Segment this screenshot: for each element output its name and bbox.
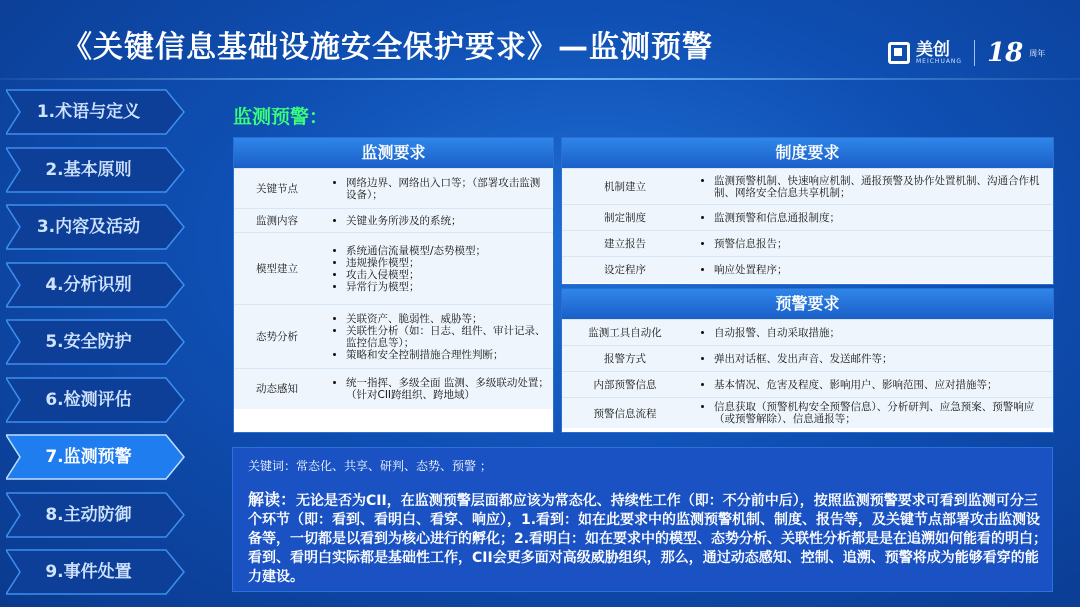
- bullet-list: [692, 175, 1049, 199]
- warning-requirements-panel: [561, 288, 1054, 433]
- interpretation-heading: 解读：: [248, 490, 297, 509]
- warning-requirements-table: [562, 319, 1053, 428]
- nav-item-label: 2.基本原则: [45, 159, 132, 180]
- bullet-list: [324, 313, 549, 361]
- bullet-list: [692, 238, 1049, 250]
- table-row: [234, 305, 553, 369]
- table-row: [234, 169, 553, 209]
- row-value: [688, 231, 1053, 257]
- row-value: [688, 372, 1053, 398]
- row-key: 机制建立: [562, 169, 688, 205]
- title-divider: [0, 78, 1080, 80]
- logo-brand: 美创: [916, 39, 950, 60]
- warning-requirements-title: 预警要求: [562, 289, 1053, 319]
- bullet-item: • 关联性分析（如：日志、组件、审计记录、监控信息等）；: [346, 325, 549, 349]
- nav-item-7[interactable]: [6, 433, 186, 481]
- system-requirements-table: [562, 168, 1053, 283]
- row-key: 模型建立: [234, 233, 320, 305]
- bullet-list: [324, 377, 549, 401]
- bullet-list: [692, 401, 1049, 425]
- bullet-item: • 弹出对话框、发出声音、发送邮件等；: [714, 353, 1049, 365]
- logo-mark-icon: [888, 42, 910, 64]
- table-row: [562, 205, 1053, 231]
- row-key: 制定制度: [562, 205, 688, 231]
- bullet-item: • 策略和安全控制措施合理性判断；: [346, 349, 549, 361]
- nav-item-label: 1.术语与定义: [36, 102, 141, 122]
- row-key: 监测工具自动化: [562, 320, 688, 346]
- monitor-requirements-table: [234, 168, 553, 409]
- nav-item-6[interactable]: [6, 376, 186, 424]
- row-key: 报警方式: [562, 346, 688, 372]
- row-value: [688, 398, 1053, 429]
- row-key: 关键节点: [234, 169, 320, 209]
- row-value: [688, 257, 1053, 283]
- bullet-item: • 监测预警机制、快速响应机制、通报预警及协作处置机制、沟通合作机制、网络安全信息共享机制；: [714, 175, 1049, 199]
- bullet-list: [692, 379, 1049, 391]
- bullet-list: [692, 327, 1049, 339]
- row-key: 建立报告: [562, 231, 688, 257]
- table-row: [234, 209, 553, 233]
- table-row: [562, 320, 1053, 346]
- table-row: [562, 231, 1053, 257]
- row-value: [320, 369, 553, 409]
- bullet-list: [324, 177, 549, 201]
- anniversary-number: 18: [987, 38, 1024, 68]
- table-row: [562, 398, 1053, 429]
- nav-item-label: 9.事件处置: [45, 562, 132, 582]
- interpretation-text: [248, 490, 1048, 587]
- bullet-list: [324, 245, 549, 293]
- nav-item-8[interactable]: [6, 491, 186, 539]
- nav-item-label: 5.安全防护: [45, 332, 132, 352]
- nav-item-5[interactable]: [6, 318, 186, 366]
- bullet-item: • 攻击入侵模型；: [346, 269, 549, 281]
- nav-item-2[interactable]: [6, 146, 186, 194]
- nav-item-1[interactable]: [6, 88, 186, 136]
- table-row: [562, 372, 1053, 398]
- nav-item-9[interactable]: [6, 548, 186, 596]
- nav-item-label: 8.主动防御: [45, 504, 132, 525]
- row-key: 监测内容: [234, 209, 320, 233]
- system-requirements-panel: [561, 137, 1054, 285]
- monitor-requirements-title: 监测要求: [234, 138, 553, 168]
- bullet-item: • 响应处置程序；: [714, 264, 1049, 276]
- bullet-list: [324, 215, 549, 227]
- nav-item-label: 6.检测评估: [45, 389, 132, 410]
- nav-item-label: 4.分析识别: [45, 274, 132, 295]
- interpretation-body: 无论是否为CII，在监测预警层面都应该为常态化、持续性工作（即：不分前中后），按照监测预警要求可看到监测可分三个环节（即：看到、看明白、看穿、响应），1.看到：如在此要求中的监测预警机制、制度、报告等，及关键节点部署攻击监测设备等，一切都是以看到为核心进行的孵化；2.看明白：如在要求中的模型、态势分析、关联性分析都是是在追溯如何能看的明白；看到、看明白实际都是基础性工作，CII会更多面对高级威胁组织，那么，通过动态感知、控制、追溯、预警将成为能够看穿的能力建设。: [248, 493, 1048, 585]
- bullet-list: [692, 212, 1049, 224]
- bullet-item: • 预警信息报告；: [714, 238, 1049, 250]
- bullet-item: • 监测预警和信息通报制度；: [714, 212, 1049, 224]
- row-value: [320, 305, 553, 369]
- bullet-list: [692, 264, 1049, 276]
- row-key: 设定程序: [562, 257, 688, 283]
- table-row: [234, 369, 553, 409]
- bullet-item: • 信息获取（预警机构安全预警信息）、分析研判、应急预案、预警响应（或预警解除）、信息通报等；: [714, 401, 1049, 425]
- table-row: [562, 169, 1053, 205]
- system-requirements-title: 制度要求: [562, 138, 1053, 168]
- row-value: [320, 209, 553, 233]
- nav-item-label: 7.监测预警: [45, 447, 132, 467]
- nav-item-3[interactable]: [6, 203, 186, 251]
- bullet-item: • 异常行为模型；: [346, 281, 549, 293]
- row-value: [688, 346, 1053, 372]
- row-value: [688, 205, 1053, 231]
- bullet-item: • 自动报警、自动采取措施；: [714, 327, 1049, 339]
- section-title: 监测预警：: [233, 106, 329, 128]
- table-row: [562, 257, 1053, 283]
- bullet-item: • 关联资产、脆弱性、威胁等；: [346, 313, 549, 325]
- monitor-requirements-panel: [233, 137, 554, 433]
- bullet-item: • 关键业务所涉及的系统；: [346, 215, 549, 227]
- row-value: [320, 169, 553, 209]
- row-value: [320, 233, 553, 305]
- row-key: 预警信息流程: [562, 398, 688, 429]
- keywords-text: 关键词：常态化、共享、研判、态势、预警 ；: [248, 459, 492, 473]
- page-title: 《关键信息基础设施安全保护要求》—监测预警: [62, 30, 713, 65]
- nav-item-label: 3.内容及活动: [36, 217, 141, 237]
- logo-brand-en: MEICHUANG: [916, 57, 963, 65]
- logo-divider: [974, 40, 975, 66]
- bullet-item: • 网络边界、网络出入口等；（部署攻击监测设备）；: [346, 177, 549, 201]
- row-key: 动态感知: [234, 369, 320, 409]
- row-value: [688, 169, 1053, 205]
- interpretation-box: [232, 447, 1053, 592]
- bullet-item: • 系统通信流量模型/态势模型；: [346, 245, 549, 257]
- bullet-item: • 统一指挥、多级全面 监测、多级联动处置；（针对CII跨组织、跨地域）: [346, 377, 549, 401]
- bullet-item: • 违规操作模型；: [346, 257, 549, 269]
- row-key: 内部预警信息: [562, 372, 688, 398]
- bullet-item: • 基本情况、危害及程度、影响用户、影响范围、应对措施等；: [714, 379, 1049, 391]
- nav-item-4[interactable]: [6, 261, 186, 309]
- bullet-list: [692, 353, 1049, 365]
- table-row: [234, 233, 553, 305]
- brand-logo: [888, 38, 1045, 68]
- row-key: 态势分析: [234, 305, 320, 369]
- table-row: [562, 346, 1053, 372]
- row-value: [688, 320, 1053, 346]
- anniversary-suffix: 周年: [1029, 48, 1046, 58]
